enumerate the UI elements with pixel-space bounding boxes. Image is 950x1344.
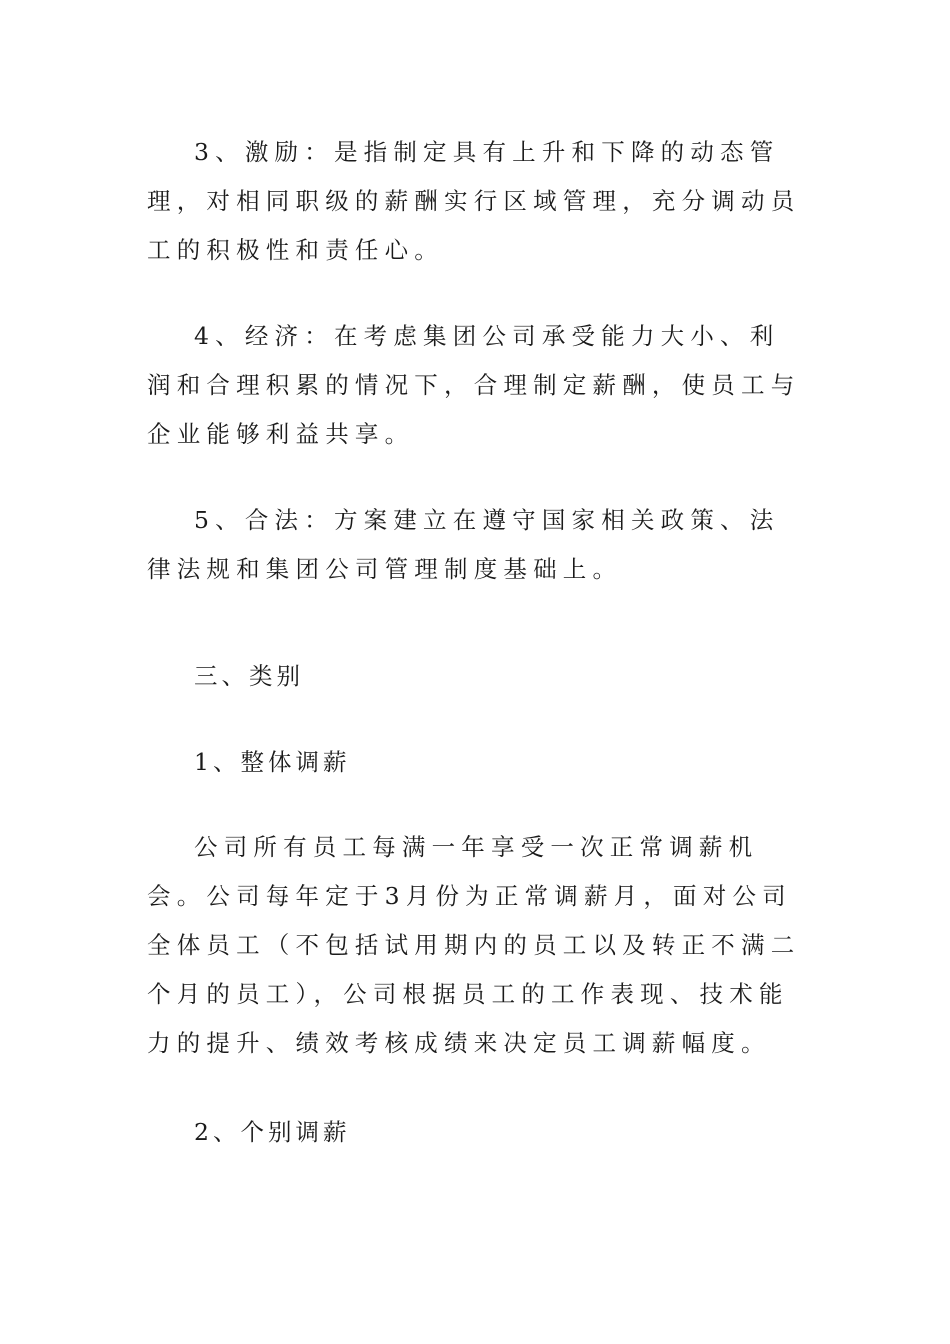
subheading-overall-raise: 1、整体调薪 xyxy=(194,748,351,776)
section-heading-category: 三、类别 xyxy=(194,662,304,690)
principle-legality-paragraph: 5、合法：方案建立在遵守国家相关政策、法律法规和集团公司管理制度基础上。 xyxy=(147,506,780,583)
principle-economy-paragraph: 4、经济：在考虑集团公司承受能力大小、利润和合理积累的情况下，合理制定薪酬，使员工与企业能够利益共享。 xyxy=(147,322,801,448)
principle-incentive-paragraph: 3、激励：是指制定具有上升和下降的动态管理，对相同职级的薪酬实行区域管理，充分调动员工的积极性和责任心。 xyxy=(147,138,801,264)
subheading-individual-raise: 2、个别调薪 xyxy=(194,1118,351,1146)
overall-raise-paragraph: 公司所有员工每满一年享受一次正常调薪机会。公司每年定于3月份为正常调薪月，面对公司全体员工（不包括试用期内的员工以及转正不满二个月的员工），公司根据员工的工作表现、技术能力的提升、绩效考核成绩来决定员工调薪幅度。 xyxy=(147,833,801,1057)
